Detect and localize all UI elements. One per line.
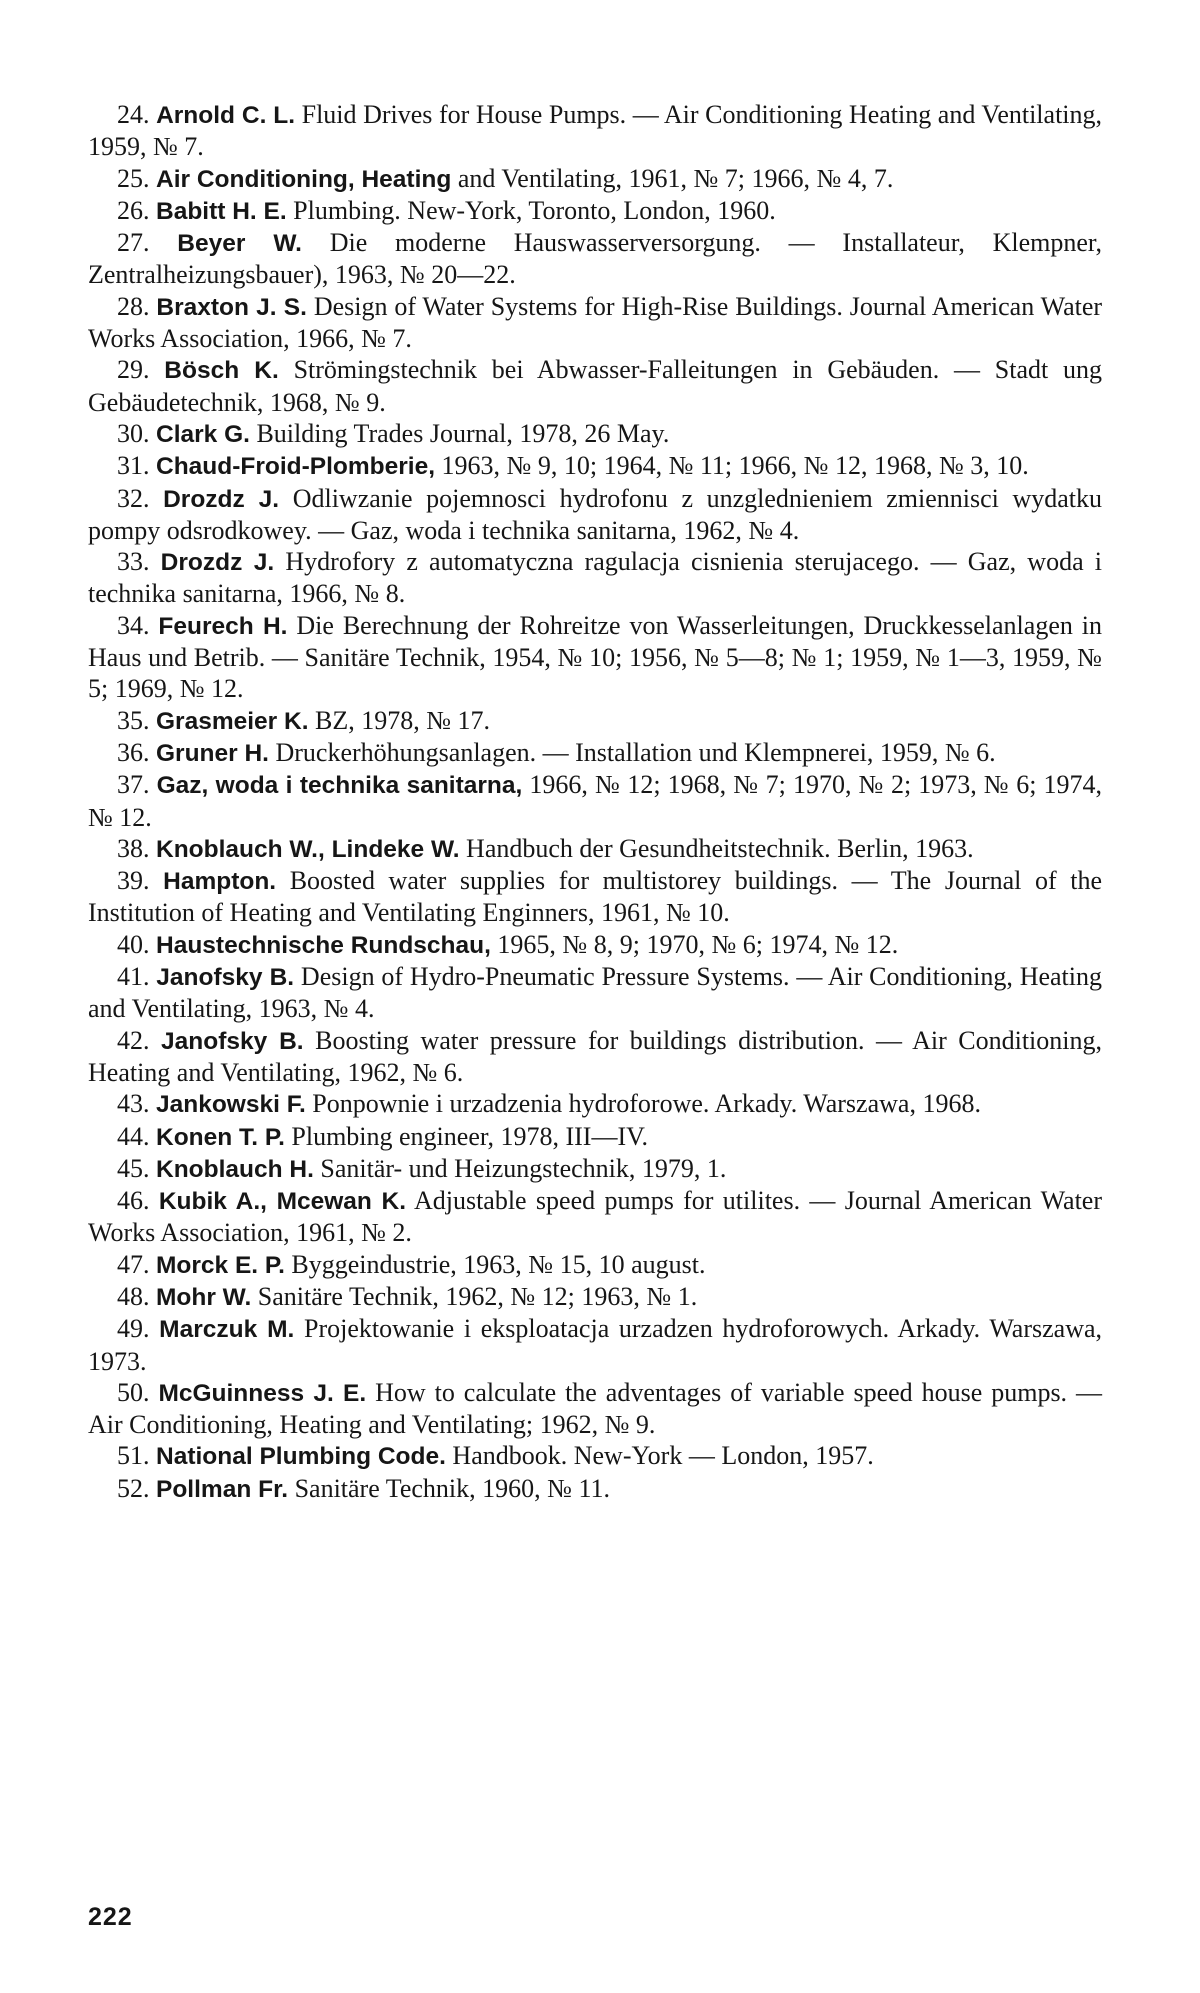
reference-author: Gaz, woda i technika sanitarna, [156, 772, 523, 800]
reference-entry [88, 1473, 1102, 1505]
reference-author: Knoblauch W., Lindeke W. [156, 835, 460, 863]
reference-text: Odliwzanie pojemnosci hydrofonu z unzglednieniem zmiennisci wydatku pompy odsrodkowey. — Gaz, woda i technika sanitarna, 1962, № 4. [88, 483, 1103, 545]
reference-text: Die Berechnung der Rohreitze von Wasserleitungen, Druckkesselanlagen in Haus und Betrib. — Sanitäre Technik, 1954, № 10; 1956, № 5—8; № 1; 1959, № 1—3, 1959, № 5; 1969, № 12. [88, 610, 1102, 704]
reference-number: 35. [117, 705, 150, 735]
reference-number: 50. [117, 1377, 150, 1407]
reference-number: 51. [117, 1441, 150, 1471]
reference-author: Gruner H. [156, 739, 269, 767]
reference-list [88, 99, 1102, 1505]
reference-entry [88, 737, 1102, 769]
reference-entry [88, 610, 1102, 705]
reference-text: Sanitäre Technik, 1962, № 12; 1963, № 1. [257, 1281, 698, 1311]
reference-text: Byggeindustrie, 1963, № 15, 10 august. [291, 1249, 706, 1279]
reference-author: Bösch K. [164, 357, 279, 385]
reference-number: 33. [117, 547, 150, 577]
reference-number: 46. [117, 1186, 150, 1216]
reference-entry [88, 769, 1102, 833]
reference-author: Marczuk M. [159, 1316, 295, 1344]
reference-number: 47. [117, 1249, 150, 1279]
reference-text: 1965, № 8, 9; 1970, № 6; 1974, № 12. [497, 929, 899, 959]
reference-author: Beyer W. [177, 230, 302, 258]
reference-number: 52. [117, 1473, 150, 1503]
reference-text: Sanitär- und Heizungstechnik, 1979, 1. [320, 1153, 727, 1183]
reference-text: How to calculate the adventages of variable speed house pumps. — Air Conditioning, Heating and Ventilating; 1962, № 9. [88, 1377, 1102, 1440]
reference-author: Braxton J. S. [156, 293, 307, 321]
reference-text: Adjustable speed pumps for utilites. — Journal American Water Works Association, 1961, № 2. [88, 1186, 1102, 1248]
reference-number: 28. [117, 291, 150, 321]
reference-entry [88, 1281, 1102, 1313]
reference-entry [88, 1313, 1102, 1377]
reference-number: 32. [117, 483, 150, 513]
reference-author: Morck E. P. [156, 1251, 285, 1279]
reference-number: 40. [117, 929, 150, 959]
reference-entry [88, 99, 1102, 163]
reference-author: Mohr W. [156, 1283, 252, 1311]
reference-text: Ponpownie i urzadzenia hydroforowe. Arkady. Warszawa, 1968. [312, 1089, 981, 1119]
reference-entry [88, 1088, 1102, 1120]
reference-entry [88, 291, 1102, 355]
reference-entry [88, 1440, 1102, 1472]
reference-author: McGuinness J. E. [158, 1379, 367, 1407]
reference-text: 1963, № 9, 10; 1964, № 11; 1966, № 12, 1968, № 3, 10. [441, 451, 1029, 481]
reference-text: Hydrofory z automatyczna ragulacja cisnienia sterujacego. — Gaz, woda i technika sanitarna, 1966, № 8. [88, 547, 1102, 609]
reference-entry [88, 546, 1102, 610]
reference-number: 29. [117, 355, 150, 385]
reference-number: 48. [117, 1281, 150, 1311]
reference-entry [88, 865, 1102, 929]
reference-text: Handbuch der Gesundheitstechnik. Berlin, 1963. [466, 833, 974, 863]
reference-author: Kubik A., Mcewan K. [158, 1188, 407, 1216]
reference-text: Sanitäre Technik, 1960, № 11. [294, 1473, 610, 1503]
reference-number: 42. [117, 1025, 150, 1055]
reference-text: Design of Water Systems for High-Rise Buildings. Journal American Water Works Association, 1966, № 7. [88, 291, 1103, 354]
reference-author: Feurech H. [158, 612, 288, 640]
reference-text: Projektowanie i eksploatacja urzadzen hydroforowych. Arkady. Warszawa, 1973. [88, 1314, 1103, 1376]
reference-text: Boosting water pressure for buildings distribution. — Air Conditioning, Heating and Ventilating, 1962, № 6. [88, 1025, 1103, 1087]
reference-text: Design of Hydro-Pneumatic Pressure Systems. — Air Conditioning, Heating and Ventilating, 1963, № 4. [88, 962, 1102, 1024]
page-number: 222 [88, 1903, 133, 1931]
reference-number: 26. [117, 195, 150, 225]
reference-number: 36. [117, 737, 150, 767]
reference-text: and Ventilating, 1961, № 7; 1966, № 4, 7. [457, 163, 894, 193]
reference-author: Janofsky B. [161, 1027, 304, 1055]
reference-number: 43. [117, 1089, 150, 1119]
reference-number: 38. [117, 833, 150, 863]
reference-author: Arnold C. L. [156, 102, 296, 129]
reference-entry [88, 483, 1102, 547]
reference-text: Boosted water supplies for multistorey buildings. — The Journal of the Institution of Heating and Ventilating Enginners, 1961, № 10. [88, 866, 1103, 928]
book-page [88, 99, 1102, 1959]
reference-text: Plumbing engineer, 1978, III—IV. [291, 1121, 649, 1151]
reference-author: Drozdz J. [160, 549, 275, 577]
reference-entry [88, 354, 1102, 418]
reference-number: 34. [117, 610, 150, 640]
reference-entry [88, 1377, 1102, 1441]
reference-entry [88, 163, 1102, 195]
reference-number: 39. [117, 866, 150, 896]
reference-author: Knoblauch H. [156, 1155, 314, 1183]
reference-author: Grasmeier K. [156, 707, 309, 735]
reference-text: Handbook. New-York — London, 1957. [452, 1441, 874, 1471]
reference-number: 44. [117, 1121, 150, 1151]
reference-author: Pollman Fr. [156, 1475, 289, 1503]
reference-entry [88, 1025, 1102, 1089]
reference-entry [88, 450, 1102, 482]
reference-entry [88, 705, 1102, 737]
reference-entry [88, 833, 1102, 865]
reference-author: Jankowski F. [156, 1091, 306, 1119]
reference-number: 27. [117, 228, 150, 258]
reference-number: 24. [117, 100, 150, 129]
reference-entry [88, 929, 1102, 961]
reference-number: 30. [117, 418, 150, 448]
reference-text: 1966, № 12; 1968, № 7; 1970, № 2; 1973, № 6; 1974, № 12. [88, 770, 1103, 832]
reference-author: Hampton. [163, 868, 277, 896]
reference-text: Druckerhöhungsanlagen. — Installation und Klempnerei, 1959, № 6. [275, 737, 996, 767]
reference-entry [88, 1185, 1102, 1249]
reference-number: 31. [117, 451, 150, 481]
reference-text: Die moderne Hauswasserversorgung. — Installateur, Klempner, Zentralheizungsbauer), 1963, № 20—22. [88, 228, 1103, 290]
reference-author: Babitt H. E. [156, 197, 287, 225]
reference-number: 37. [117, 770, 150, 800]
reference-author: Chaud-Froid-Plomberie, [156, 453, 436, 481]
reference-author: Drozdz J. [163, 485, 280, 513]
reference-text: Building Trades Journal, 1978, 26 May. [256, 418, 670, 448]
reference-entry [88, 1249, 1102, 1281]
reference-entry [88, 961, 1102, 1025]
reference-text: Strömingstechnik bei Abwasser-Falleitungen in Gebäuden. — Stadt ung Gebäudetechnik, 1968, № 9. [88, 355, 1103, 417]
reference-entry [88, 1153, 1102, 1185]
reference-text: Plumbing. New-York, Toronto, London, 1960. [293, 195, 776, 225]
reference-author: National Plumbing Code. [156, 1443, 446, 1471]
reference-number: 49. [117, 1314, 150, 1344]
reference-author: Haustechnische Rundschau, [156, 931, 491, 959]
reference-entry [88, 418, 1102, 450]
reference-number: 45. [117, 1153, 150, 1183]
reference-author: Konen T. P. [156, 1123, 285, 1151]
reference-text: Fluid Drives for House Pumps. — Air Conditioning Heating and Ventilating, 1959, № 7. [88, 100, 1103, 162]
reference-entry [88, 195, 1102, 227]
reference-text: BZ, 1978, № 17. [315, 705, 491, 735]
reference-entry [88, 227, 1102, 291]
reference-number: 41. [117, 962, 150, 992]
reference-entry [88, 1121, 1102, 1153]
reference-author: Air Conditioning, Heating [156, 165, 452, 193]
reference-author: Clark G. [156, 420, 250, 448]
reference-author: Janofsky B. [156, 964, 295, 992]
reference-number: 25. [117, 163, 150, 193]
